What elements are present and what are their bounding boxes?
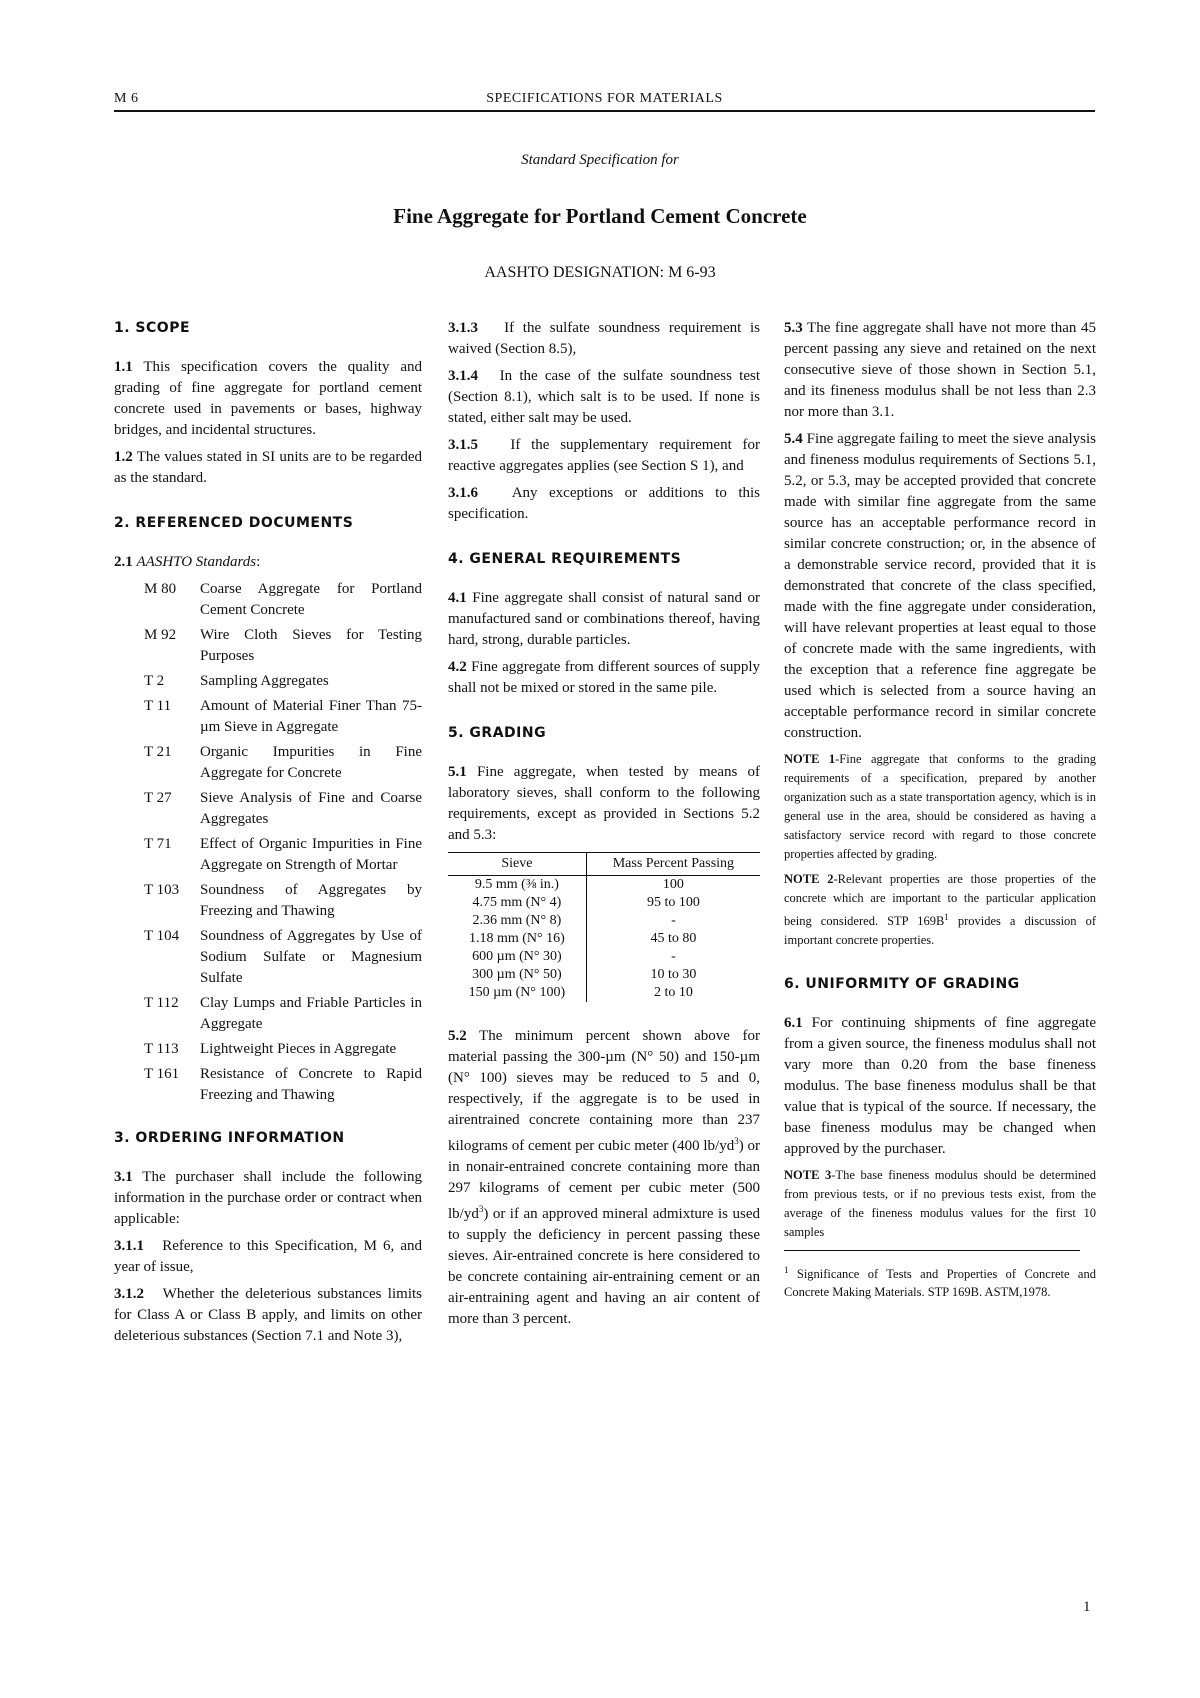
- reference-item: T 71 Effect of Organic Impurities in Fine Aggregate on Strength of Mortar: [144, 836, 422, 873]
- aashto-designation: AASHTO DESIGNATION: M 6-93: [484, 264, 716, 281]
- reference-item: T 112 Clay Lumps and Friable Particles in Aggregate: [144, 995, 422, 1032]
- column-1: [114, 318, 422, 1353]
- table-row: 2.36 mm (N° 8) -: [448, 912, 760, 930]
- reference-item: T 161 Resistance of Concrete to Rapid Freezing and Thawing: [144, 1066, 422, 1103]
- header-title: SPECIFICATIONS FOR MATERIALS: [486, 91, 723, 106]
- table-row: 4.75 mm (N° 4) 95 to 100: [448, 894, 760, 912]
- paragraph-1-2: 1.2 The values stated in SI units are to be regarded as the standard.: [114, 449, 423, 486]
- paragraph-3-1: 3.1 The purchaser shall include the following information in the purchase order or contract when applicable:: [114, 1169, 422, 1227]
- grading-table: [448, 852, 760, 1002]
- section-heading-referenced: 2. REFERENCED DOCUMENTS: [114, 515, 354, 531]
- table-row: 600 µm (N° 30) -: [448, 948, 760, 966]
- reference-item: M 80 Coarse Aggregate for Portland Cement Concrete: [144, 581, 422, 618]
- reference-item: M 92 Wire Cloth Sieves for Testing Purposes: [144, 627, 422, 664]
- column-header-passing: Mass Percent Passing: [586, 853, 760, 876]
- table-header-row: [448, 853, 760, 876]
- document-title: Fine Aggregate for Portland Cement Concrete: [393, 204, 807, 228]
- column-header-sieve: Sieve: [448, 853, 586, 876]
- footnote: $^1$ Significance of Tests and Properties of Concrete and Concrete Making Materials. STP 169B. ASTM,1978.: [784, 1265, 1096, 1300]
- paragraph-3-1-4: 3.1.4 In the case of the sulfate soundness test (Section 8.1), which salt is to be used. If none is stated, either salt may be used.: [448, 368, 761, 426]
- table-row: 1.18 mm (N° 16) 45 to 80: [448, 930, 760, 948]
- reference-item: T 113 Lightweight Pieces in Aggregate: [144, 1041, 397, 1057]
- paragraph-3-1-1: 3.1.1 Reference to this Specification, M 6, and year of issue,: [114, 1238, 422, 1275]
- paragraph-6-1: 6.1 For continuing shipments of fine aggregate from a given source, the fineness modulus shall not vary more than 0.20 from the base fineness modulus. The base fineness modulus shall be that value that is typical of the source. If necessary, the base fineness modulus may be changed when approved by the purchaser.: [784, 1015, 1096, 1158]
- section-heading-ordering: 3. ORDERING INFORMATION: [114, 1130, 345, 1146]
- paragraph-5-4: 5.4 Fine aggregate failing to meet the sieve analysis and fineness modulus requirements of Sections 5.1, 5.2, or 5.3, may be accepted provided that concrete made with similar fine aggregate from the same source has an acceptable performance record in similar concrete construction; or, in the absence of a demonstrable service record, provided that it is demonstrated that concrete of the class specified, made with the fine aggregate under consideration, will have relevant properties at least equal to those of concrete made with the same ingredients, with the exception that a reference fine aggregate be used which is selected from a source having an acceptable performance record in similar concrete construction.: [784, 431, 1097, 741]
- column-3: [784, 318, 1096, 1307]
- paragraph-3-1-6: 3.1.6 Any exceptions or additions to this specification.: [448, 485, 760, 522]
- table-row: 9.5 mm (⅜ in.) 100: [448, 876, 760, 895]
- standard-for-label: Standard Specification for: [521, 152, 679, 168]
- paragraph-4-2: 4.2 Fine aggregate from different sources of supply shall not be mixed or stored in the same pile.: [448, 659, 761, 696]
- reference-item: T 21 Organic Impurities in Fine Aggregate for Concrete: [144, 744, 422, 781]
- reference-item: T 104 Soundness of Aggregates by Use of Sodium Sulfate or Magnesium Sulfate: [144, 928, 422, 986]
- table-row: 300 µm (N° 50) 10 to 30: [448, 966, 760, 984]
- referenced-standards-list: [144, 579, 422, 1106]
- page-number: 1: [1083, 1599, 1091, 1615]
- reference-item: T 11 Amount of Material Finer Than 75-µm Sieve in Aggregate: [144, 698, 422, 735]
- note-3: NOTE 3-The base fineness modulus should be determined from previous tests, or if no previous tests exist, from the average of the fineness modulus values for the first 10 samples: [784, 1168, 1096, 1240]
- header-designation: M 6: [114, 91, 139, 106]
- paragraph-3-1-5: 3.1.5 If the supplementary requirement for reactive aggregates applies (see Section S 1), and: [448, 437, 760, 474]
- section-heading-scope: 1. SCOPE: [114, 320, 191, 336]
- reference-item: T 27 Sieve Analysis of Fine and Coarse Aggregates: [144, 790, 422, 827]
- paragraph-1-1: 1.1 This specification covers the quality and grading of fine aggregate for portland cement concrete used in pavements or bases, highway bridges, and incidental structures.: [114, 359, 423, 438]
- paragraph-5-3: 5.3 The fine aggregate shall have not more than 45 percent passing any sieve and retained on the next consecutive sieve of those shown in Section 5.1, and its fineness modulus shall be not less than 2.3 nor more than 3.1.: [784, 320, 1096, 420]
- paragraph-5-2: 5.2 The minimum percent shown above for material passing the 300-µm (N° 50) and 150-µm (N° 100) sieves may be reduced to 5 and 0, respectively, if the aggregate is to be used in airentrained concrete containing more than 237 kilograms of cement per cubic meter (400 $lb/yd^3$) or in nonair-entrained concrete containing more than 297 kilograms of cement per cubic meter (500 $lb/yd^3$) or if an approved mineral admixture is used to supply the deficiency in percent passing these sieves. Air-entrained concrete is here considered to be concrete containing air-entraining cement or an air-entraining agent and having an air content of more than 3 percent.: [448, 1028, 760, 1327]
- paragraph-3-1-3: 3.1.3 If the sulfate soundness requirement is waived (Section 8.5),: [448, 320, 760, 357]
- header-rule: [114, 110, 1095, 112]
- paragraph-3-1-2: 3.1.2 Whether the deleterious substances limits for Class A or Class B apply, and limits on other deleterious substances (Section 7.1 and Note 3),: [114, 1286, 422, 1344]
- column-2: [448, 318, 760, 1336]
- note-1: NOTE 1-Fine aggregate that conforms to the grading requirements of a specification, prepared by another organization such as a state transportation agency, which is in general use in the area, should be considered as having a satisfactory service record with regard to those concrete properties affected by grading.: [784, 752, 1096, 861]
- section-heading-general: 4. GENERAL REQUIREMENTS: [448, 551, 682, 567]
- reference-item: T 103 Soundness of Aggregates by Freezing and Thawing: [144, 882, 422, 919]
- paragraph-2-1: 2.1 AASHTO Standards:: [114, 554, 261, 570]
- note-2: NOTE 2-Relevant properties are those properties of the concrete which are important to the particular application being considered. STP $169B^1$ provides a discussion of important concrete properties.: [784, 872, 1097, 948]
- table-row: 150 µm (N° 100) 2 to 10: [448, 984, 760, 1002]
- reference-item: T 2 Sampling Aggregates: [144, 673, 329, 689]
- footnote-rule: [784, 1250, 1080, 1251]
- paragraph-4-1: 4.1 Fine aggregate shall consist of natural sand or manufactured sand or combinations thereof, having hard, strong, durable particles.: [448, 590, 761, 648]
- paragraph-5-1: 5.1 Fine aggregate, when tested by means of laboratory sieves, shall conform to the following requirements, except as provided in Sections 5.2 and 5.3:: [448, 764, 760, 843]
- section-heading-uniformity: 6. UNIFORMITY OF GRADING: [784, 976, 1020, 993]
- section-heading-grading: 5. GRADING: [448, 725, 547, 741]
